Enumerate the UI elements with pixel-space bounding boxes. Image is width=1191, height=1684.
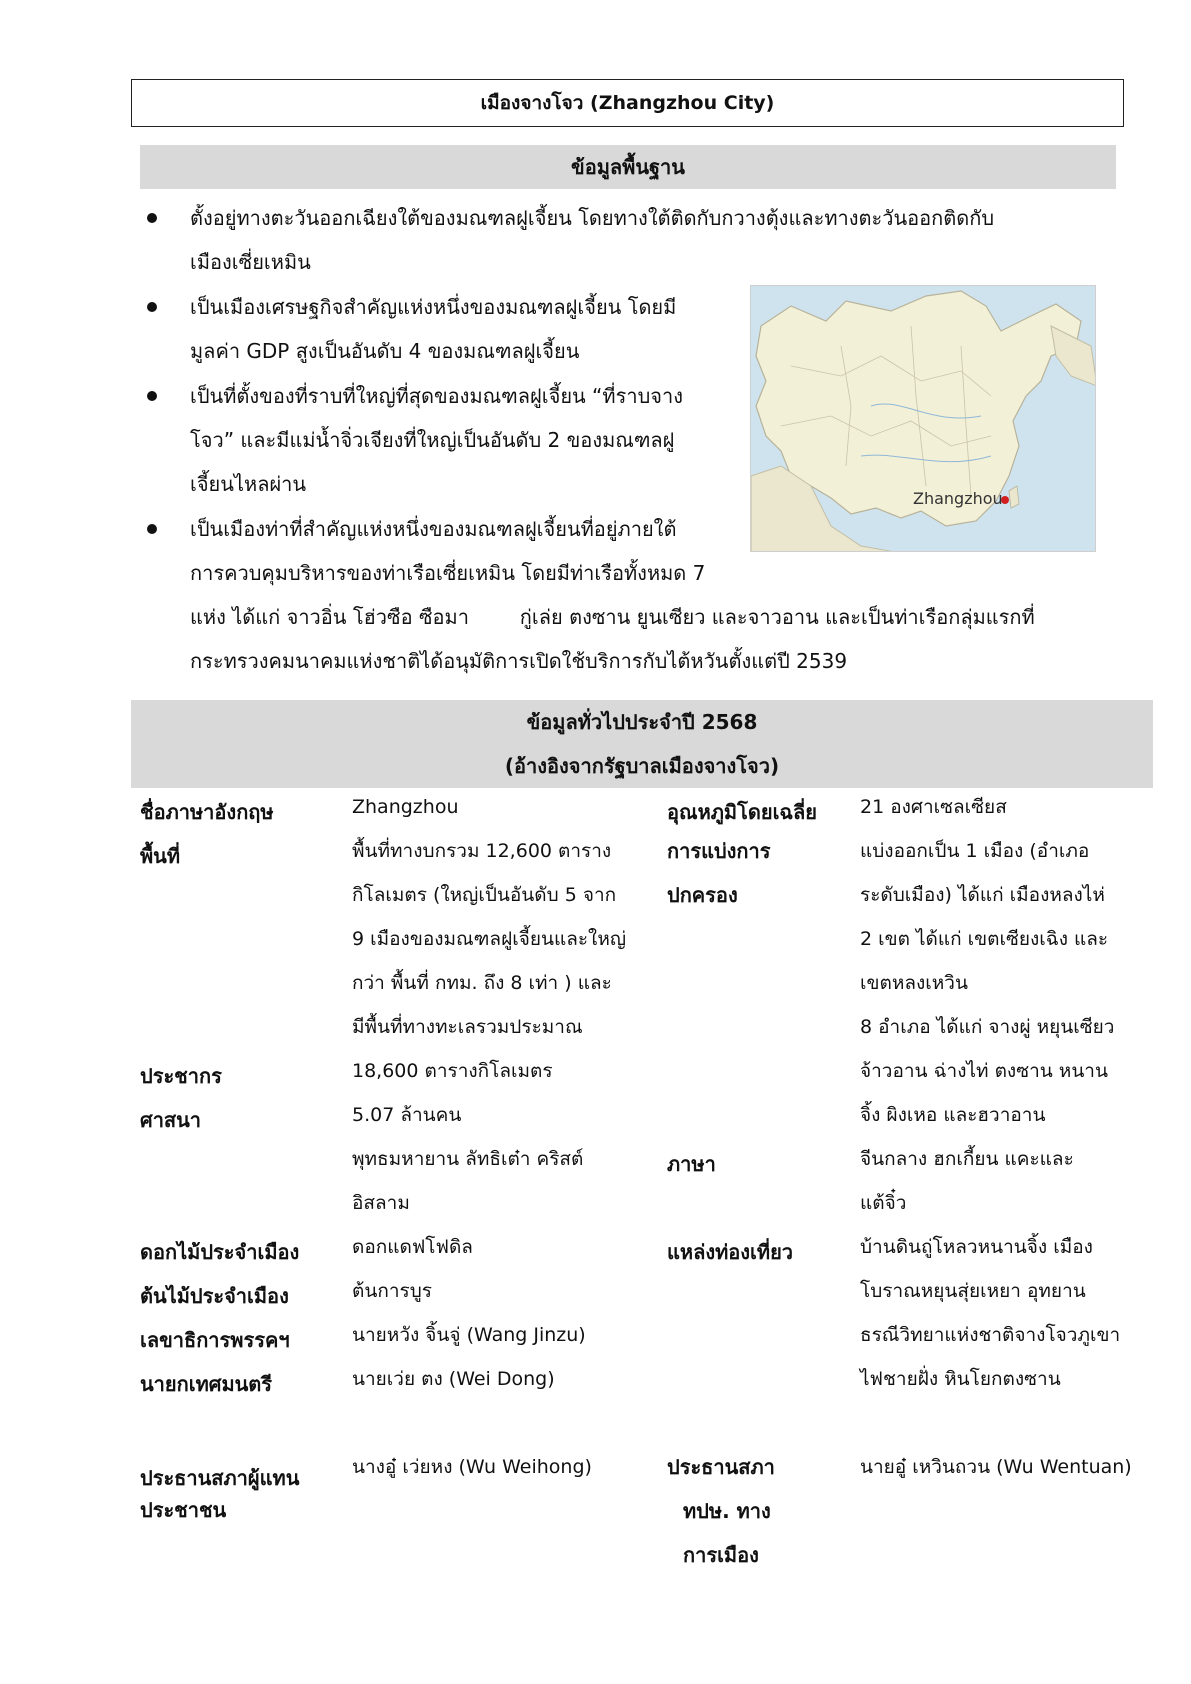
value-area-line-2: กิโลเมตร (ใหญ่เป็นอันดับ 5 จาก	[352, 884, 617, 906]
bullet-3	[190, 374, 740, 506]
value-area-line-4: กว่า พื้นที่ กทม. ถึง 8 เท่า ) และ	[352, 972, 612, 994]
value-admin-line-5: 8 อำเภอ ได้แก่ จางผู่ หยุนเซียว	[860, 1016, 1115, 1038]
page-title: เมืองจางโจว (Zhangzhou City)	[131, 79, 1124, 127]
general-info-heading-line-1: ข้อมูลทั่วไปประจำปี 2568	[526, 710, 758, 734]
general-info-heading-line-2: (อ้างอิงจากรัฐบาลเมืองจางโจว)	[504, 754, 780, 778]
bullet-dot	[147, 213, 157, 223]
value-area-line-5: มีพื้นที่ทางทะเลรวมประมาณ	[352, 1016, 583, 1038]
value-area-line-1: พื้นที่ทางบกรวม 12,600 ตาราง	[352, 840, 612, 862]
china-map	[750, 285, 1096, 552]
china-map-graphic	[751, 286, 1096, 552]
label-cppcc-chair	[667, 1445, 775, 1577]
value-admin-line-2: ระดับเมือง) ได้แก่ เมืองหลงไห่	[860, 884, 1105, 906]
value-area-line-3: 9 เมืองของมณฑลฝูเจี้ยนและใหญ่	[352, 928, 627, 950]
label-congress-chair-line-1: ประธานสภาผู้แทน	[140, 1466, 300, 1490]
label-english-name: ชื่อภาษาอังกฤษ	[140, 800, 274, 824]
value-language	[860, 1137, 1074, 1225]
value-religion-line-1: พุทธมหายาน ลัทธิเต๋า คริสต์	[352, 1148, 584, 1170]
basic-info-heading-text: ข้อมูลพื้นฐาน	[571, 155, 685, 179]
value-admin-line-7: จิ้ง ผิงเหอ และฮวาอาน	[860, 1104, 1046, 1126]
value-attractions-line-1: บ้านดินถู่โหลวหนานจิ้ง เมือง	[860, 1236, 1093, 1258]
value-language-line-2: แต้จิ๋ว	[860, 1192, 907, 1214]
value-attractions-line-3: ธรณีวิทยาแห่งชาติจางโจวภูเขา	[860, 1324, 1121, 1346]
label-city-tree: ต้นไม้ประจำเมือง	[140, 1284, 289, 1308]
bullet-3-line-2: โจว” และมีแม่น้ำจิ่วเจียงที่ใหญ่เป็นอันดับ 2 ของมณฑลฝู	[190, 428, 675, 452]
label-cppcc-chair-line-2: ทปษ. ทาง	[683, 1499, 771, 1523]
label-cppcc-chair-line-3: การเมือง	[683, 1543, 759, 1567]
value-party-secretary: นายหวัง จิ้นจู่ (Wang Jinzu)	[352, 1324, 586, 1346]
value-avg-temp: 21 องศาเซลเซียส	[860, 796, 1007, 818]
value-admin	[860, 829, 1114, 1137]
label-admin-line-1: การแบ่งการ	[667, 839, 771, 863]
label-population: ประชากร	[140, 1064, 222, 1088]
label-cppcc-chair-line-1: ประธานสภา	[667, 1455, 775, 1479]
value-mayor: นายเว่ย ตง (Wei Dong)	[352, 1368, 555, 1390]
label-admin	[667, 829, 771, 917]
value-admin-line-1: แบ่งออกเป็น 1 เมือง (อำเภอ	[860, 840, 1090, 862]
value-admin-line-3: 2 เขต ได้แก่ เขตเซียงเฉิง และ	[860, 928, 1109, 950]
value-population: 5.07 ล้านคน	[352, 1104, 462, 1126]
bullet-2-line-1: เป็นเมืองเศรษฐกิจสำคัญแห่งหนึ่งของมณฑลฝูเจี้ยน โดยมี	[190, 295, 677, 319]
label-religion: ศาสนา	[140, 1108, 202, 1132]
value-religion-line-2: อิสลาม	[352, 1192, 410, 1214]
bullet-dot	[147, 302, 157, 312]
label-city-flower: ดอกไม้ประจำเมือง	[140, 1240, 300, 1264]
bullet-3-line-3: เจี้ยนไหลผ่าน	[190, 472, 307, 496]
label-area: พื้นที่	[140, 844, 181, 868]
label-congress-chair-line-2: ประชาชน	[140, 1498, 227, 1522]
label-admin-line-2: ปกครอง	[667, 883, 738, 907]
bullet-2	[190, 285, 740, 373]
value-area	[352, 829, 626, 1093]
value-admin-line-6: จ้าวอาน ฉ่างไท่ ตงซาน หนาน	[860, 1060, 1108, 1082]
bullet-dot	[147, 391, 157, 401]
bullet-2-line-2: มูลค่า GDP สูงเป็นอันดับ 4 ของมณฑลฝูเจี้ยน	[190, 339, 580, 363]
value-attractions-line-4: ไฟชายฝั่ง หินโยกตงซาน	[860, 1368, 1061, 1390]
value-city-tree: ต้นการบูร	[352, 1280, 432, 1302]
basic-info-heading	[140, 145, 1116, 189]
value-cppcc-chair: นายอู๋ เหวินถวน (Wu Wentuan)	[860, 1456, 1132, 1478]
label-avg-temp: อุณหภูมิโดยเฉลี่ย	[667, 800, 817, 824]
bullet-1	[190, 196, 1130, 284]
bullet-1-line-2: เมืองเซี่ยเหมิน	[190, 250, 311, 274]
value-english-name: Zhangzhou	[352, 796, 459, 818]
label-mayor: นายกเทศมนตรี	[140, 1372, 273, 1396]
bullet-4-line-1: เป็นเมืองท่าที่สำคัญแห่งหนึ่งของมณฑลฝูเจี้ยนที่อยู่ภายใต้	[190, 517, 677, 541]
map-label: Zhangzhou	[913, 489, 1003, 508]
label-party-secretary: เลขาธิการพรรคฯ	[140, 1328, 290, 1352]
value-language-line-1: จีนกลาง ฮกเกี้ยน แคะและ	[860, 1148, 1074, 1170]
label-congress-chair	[140, 1456, 299, 1532]
value-attractions	[860, 1225, 1120, 1401]
value-city-flower: ดอกแดฟโฟดิล	[352, 1236, 473, 1258]
general-info-heading	[131, 700, 1153, 788]
bullet-4-line-4: กระทรวงคมนาคมแห่งชาติได้อนุมัติการเปิดใช้บริการกับไต้หวันตั้งแต่ปี 2539	[190, 649, 848, 673]
value-admin-line-4: เขตหลงเหวิน	[860, 972, 968, 994]
value-area-line-6: 18,600 ตารางกิโลเมตร	[352, 1060, 553, 1082]
value-attractions-line-2: โบราณหยุนสุ่ยเหยา อุทยาน	[860, 1280, 1086, 1302]
value-religion	[352, 1137, 583, 1225]
label-language: ภาษา	[667, 1152, 716, 1176]
value-congress-chair: นางอู๋ เว่ยหง (Wu Weihong)	[352, 1456, 592, 1478]
bullet-4-line-2: การควบคุมบริหารของท่าเรือเซี่ยเหมิน โดยมีท่าเรือทั้งหมด 7	[190, 561, 706, 585]
bullet-3-line-1: เป็นที่ตั้งของที่ราบที่ใหญ่ที่สุดของมณฑลฝูเจี้ยน “ที่ราบจาง	[190, 384, 683, 408]
label-attractions: แหล่งท่องเที่ยว	[667, 1240, 794, 1264]
bullet-1-line-1: ตั้งอยู่ทางตะวันออกเฉียงใต้ของมณฑลฝูเจี้ยน โดยทางใต้ติดกับกวางตุ้งและทางตะวันออกติดกับ	[190, 206, 995, 230]
bullet-4-line-3: แห่ง ได้แก่ จาวอิ่น โฮ่วซือ ซือมา กู่เล่ย ตงซาน ยูนเซียว และจาวอาน และเป็นท่าเรือกลุ่มแรกที่	[190, 605, 1035, 629]
bullet-dot	[147, 524, 157, 534]
